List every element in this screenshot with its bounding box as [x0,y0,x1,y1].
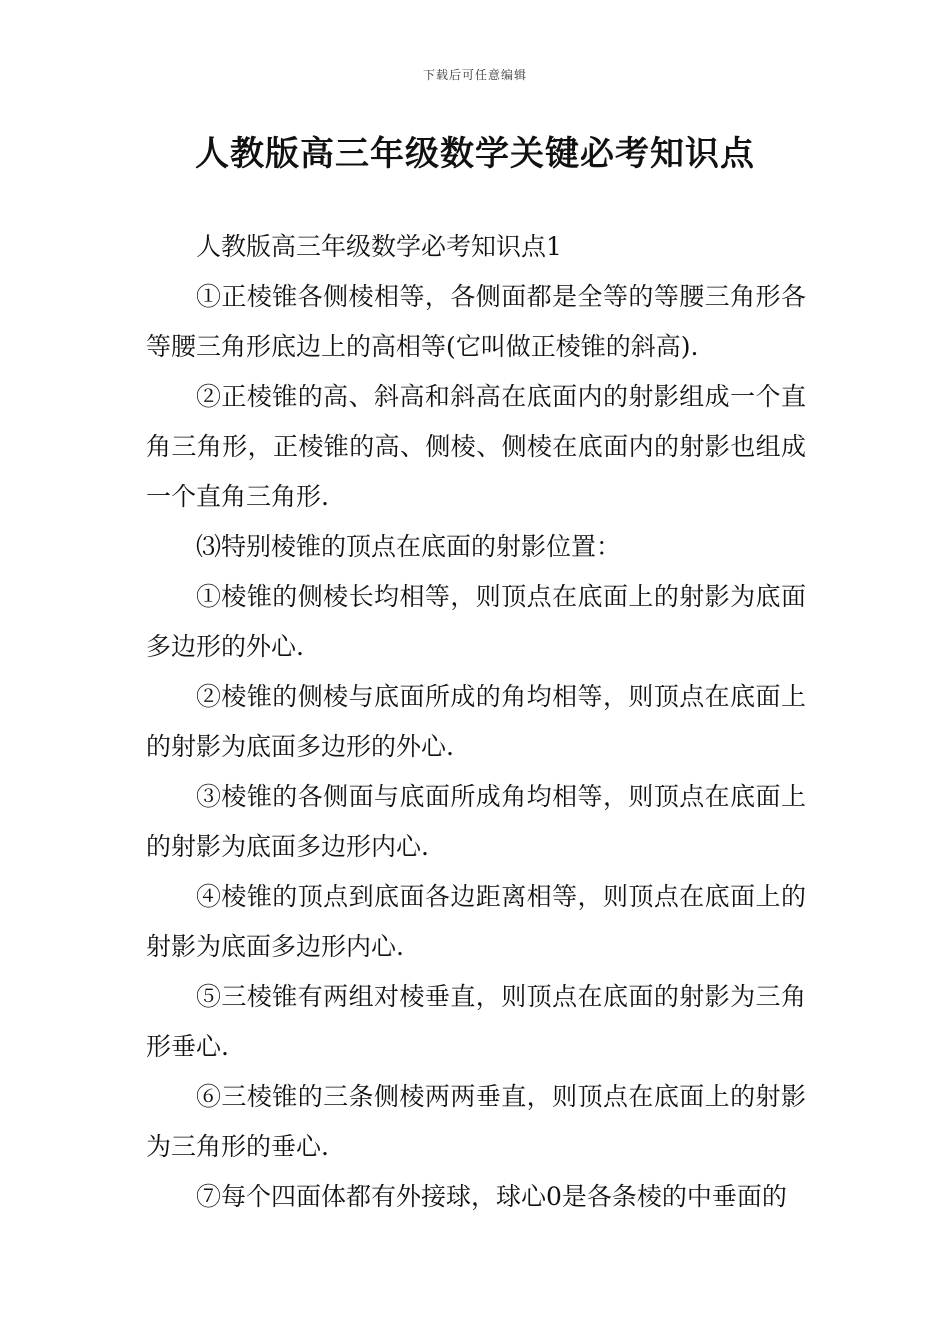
paragraph: ②棱锥的侧棱与底面所成的角均相等，则顶点在底面上的射影为底面多边形的外心. [146,682,806,761]
paragraph: ⑤三棱锥有两组对棱垂直，则顶点在底面的射影为三角形垂心. [146,982,806,1061]
header-note: 下载后可任意编辑 [422,68,527,82]
paragraph: ③棱锥的各侧面与底面所成角均相等，则顶点在底面上的射影为底面多边形内心. [146,782,806,861]
paragraph: ⑶特别棱锥的顶点在底面的射影位置： [196,532,622,561]
paragraph: ⑥三棱锥的三条侧棱两两垂直，则顶点在底面上的射影为三角形的垂心. [146,1082,806,1161]
paragraph: ①正棱锥各侧棱相等，各侧面都是全等的等腰三角形各等腰三角形底边上的高相等(它叫做正棱锥的斜高). [146,282,806,361]
document-body [146,222,806,1222]
paragraph: ②正棱锥的高、斜高和斜高在底面内的射影组成一个直角三角形，正棱锥的高、侧棱、侧棱在底面内的射影也组成一个直角三角形. [146,382,806,511]
document-title: 人教版高三年级数学关键必考知识点 [195,134,755,174]
paragraph: ⑦每个四面体都有外接球，球心0是各条棱的中垂面的 [196,1182,787,1211]
paragraph: ④棱锥的顶点到底面各边距离相等，则顶点在底面上的射影为底面多边形内心. [146,882,806,961]
paragraph: ①棱锥的侧棱长均相等，则顶点在底面上的射影为底面多边形的外心. [146,582,806,661]
section-heading: 人教版高三年级数学必考知识点1 [196,232,562,261]
